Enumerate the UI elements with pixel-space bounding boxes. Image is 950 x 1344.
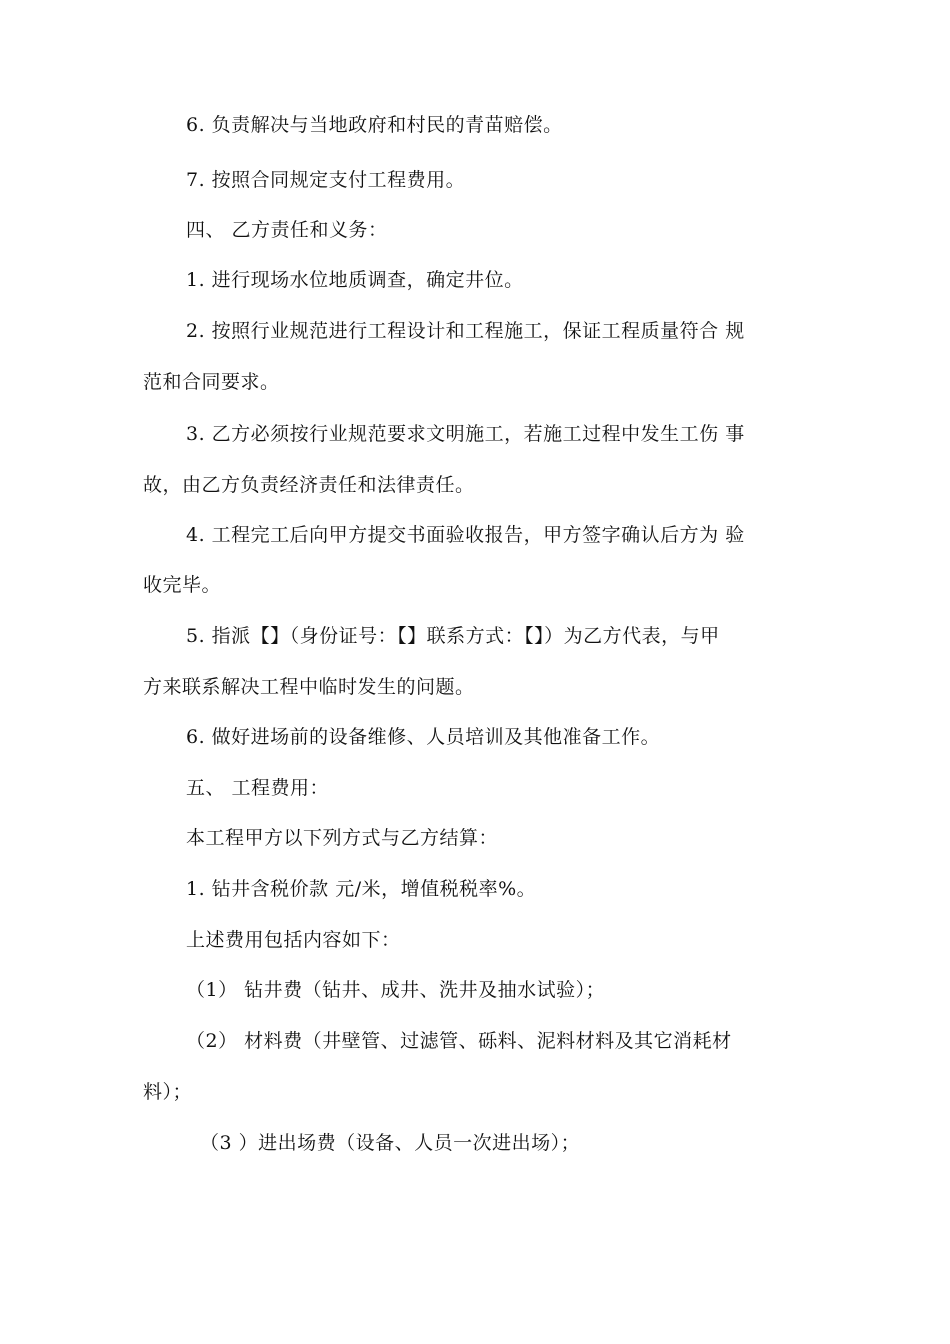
- section-heading: 五、 工程费用：: [186, 777, 330, 799]
- list-item: （2） 材料费（井壁管、过滤管、砾料、泥料材料及其它消耗材: [186, 1030, 732, 1052]
- list-item: （3 ）进出场费（设备、人员一次进出场）；: [200, 1132, 581, 1154]
- paragraph-line: 本工程甲方以下列方式与乙方结算：: [186, 827, 499, 849]
- paragraph-line: 1. 钻井含税价款 元/米，增值税税率%。: [186, 878, 537, 900]
- paragraph-line: 2. 按照行业规范进行工程设计和工程施工，保证工程质量符合 规: [186, 320, 745, 342]
- paragraph-line: 3. 乙方必须按行业规范要求文明施工，若施工过程中发生工伤 事: [186, 423, 745, 445]
- paragraph-line: 收完毕。: [143, 574, 222, 596]
- paragraph-line: 6. 负责解决与当地政府和村民的青苗赔偿。: [186, 114, 563, 136]
- paragraph-line: 5. 指派【】（身份证号：【】联系方式：【】）为乙方代表，与甲: [186, 625, 720, 647]
- paragraph-line: 4. 工程完工后向甲方提交书面验收报告，甲方签字确认后方为 验: [186, 524, 745, 546]
- paragraph-line: 范和合同要求。: [143, 371, 280, 393]
- paragraph-line: 上述费用包括内容如下：: [186, 929, 401, 951]
- paragraph-line: 方来联系解决工程中临时发生的问题。: [143, 676, 475, 698]
- paragraph-line: 1. 进行现场水位地质调查，确定井位。: [186, 269, 524, 291]
- paragraph-line: 6. 做好进场前的设备维修、人员培训及其他准备工作。: [186, 726, 661, 748]
- paragraph-line: 故，由乙方负责经济责任和法律责任。: [143, 474, 475, 496]
- paragraph-line: 料）；: [143, 1081, 193, 1103]
- list-item: （1） 钻井费（钻井、成井、洗井及抽水试验）；: [186, 979, 606, 1001]
- section-heading: 四、 乙方责任和义务：: [186, 219, 388, 241]
- paragraph-line: 7. 按照合同规定支付工程费用。: [186, 169, 466, 191]
